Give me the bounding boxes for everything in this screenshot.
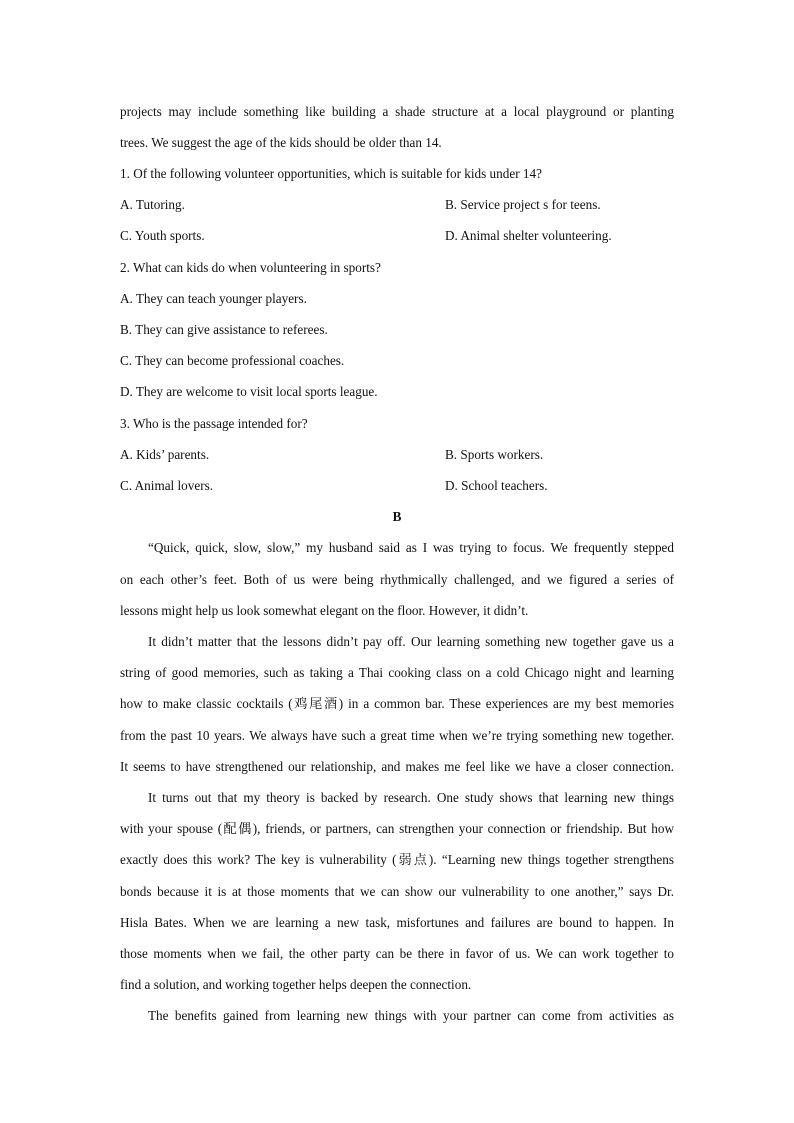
passage-line: The benefits gained from learning new things with your partner can come from activities as	[148, 1008, 674, 1023]
passage-line: with your spouse (配偶), friends, or partners, can strengthen your connection or friendship. But how	[120, 821, 674, 836]
passage-line: bonds because it is at those moments that we can show our vulnerability to one another,” says Dr.	[120, 884, 674, 899]
passage-line: on each other’s feet. Both of us were being rhythmically challenged, and we figured a series of	[120, 572, 674, 587]
option-d: D. They are welcome to visit local sports league.	[120, 384, 378, 399]
passage-line: string of good memories, such as taking a Thai cooking class on a cold Chicago night and learning	[120, 665, 674, 680]
option-c: C. Youth sports.	[120, 228, 205, 243]
passage-line: It turns out that my theory is backed by research. One study shows that learning new things	[148, 790, 674, 805]
option-b: B. They can give assistance to referees.	[120, 322, 328, 337]
section-heading: B	[392, 509, 402, 524]
passage-line: exactly does this work? The key is vulnerability (弱点). “Learning new things together strengthens	[120, 852, 674, 867]
option-d: D. Animal shelter volunteering.	[445, 228, 612, 243]
passage-line: how to make classic cocktails (鸡尾酒) in a common bar. These experiences are my best memories	[120, 696, 674, 711]
passage-line: trees. We suggest the age of the kids should be older than 14.	[120, 135, 442, 150]
question-stem: 2. What can kids do when volunteering in sports?	[120, 260, 381, 275]
option-a: A. Kids’ parents.	[120, 447, 210, 462]
option-d: D. School teachers.	[445, 478, 548, 493]
passage-line: It didn’t matter that the lessons didn’t pay off. Our learning something new together gave us a	[148, 634, 674, 649]
passage-line: from the past 10 years. We always have such a great time when we’re trying something new together.	[120, 728, 674, 743]
passage-line: lessons might help us look somewhat elegant on the floor. However, it didn’t.	[120, 603, 529, 618]
option-b: B. Service project s for teens.	[445, 197, 601, 212]
passage-line: those moments when we fail, the other party can be there in favor of us. We can work together to	[120, 946, 674, 961]
passage-line: “Quick, quick, slow, slow,” my husband said as I was trying to focus. We frequently stepped	[148, 540, 674, 555]
option-a: A. They can teach younger players.	[120, 291, 307, 306]
passage-line: Hisla Bates. When we are learning a new task, misfortunes and failures are bound to happen. In	[120, 915, 674, 930]
passage-line: It seems to have strengthened our relationship, and makes me feel like we have a closer connection.	[120, 759, 674, 774]
option-b: B. Sports workers.	[445, 447, 544, 462]
question-stem: 1. Of the following volunteer opportunities, which is suitable for kids under 14?	[120, 166, 542, 181]
option-c: C. Animal lovers.	[120, 478, 214, 493]
option-c: C. They can become professional coaches.	[120, 353, 345, 368]
option-a: A. Tutoring.	[120, 197, 185, 212]
question-stem: 3. Who is the passage intended for?	[120, 416, 308, 431]
passage-line: find a solution, and working together helps deepen the connection.	[120, 977, 472, 992]
passage-line: projects may include something like building a shade structure at a local playground or planting	[120, 104, 674, 119]
